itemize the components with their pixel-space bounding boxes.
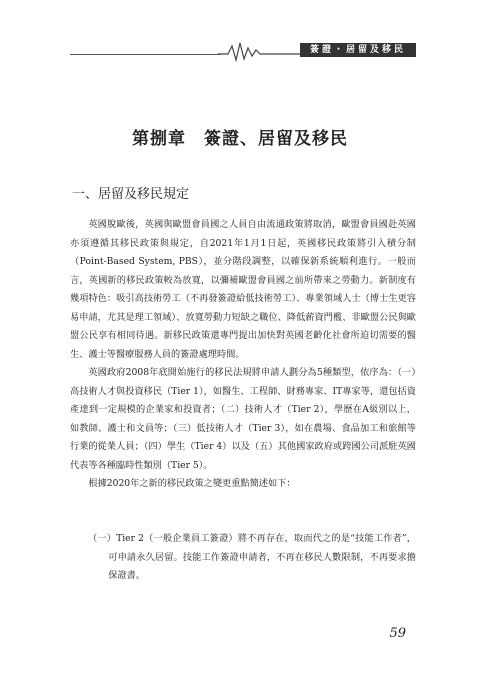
running-header (0, 40, 480, 62)
heartbeat-wave-icon (218, 40, 302, 62)
page-number: 59 (389, 626, 406, 641)
chapter-title: 第捌章 簽證、居留及移民 (132, 129, 348, 149)
list-item (88, 530, 416, 586)
paragraph: 英國政府2008年底開始施行的移民法規將申請人劃分為5種類型，依序為：（一）高技術人才與投資移民（Tier 1），如醫生、工程師、財務專家、IT專家等，還包括資產達到一定規模的企業家和投資者；（二）技術人才（Tier 2），學歷在A級別以上，如教師、護士和文員等；（三）低技術人才（Tier 3），如在農場、食品加工和旅館等行業的從業人員；（四）學生（Tier 4）以及（五）其他國家政府或跨國公司派駐英國代表等各種臨時性類別（Tier 5）。 (70, 367, 416, 471)
section-title: 一、居留及移民規定 (72, 187, 190, 202)
paragraph: 英國脫歐後，英國與歐盟會員國之人員自由流通政策將取消，歐盟會員國赴英國亦須遵循其移民政策與規定，自2021年1月1日起，英國移民政策將引入積分制（Point-Based System, PBS），並分階段調整，以確保新系統順利進行。一般而言，英國新的移民政策較為放寬，以彌補歐盟會員國之前所帶來之勞動力。新制度有幾項特色：吸引高技術勞工（不再發簽證給低技術勞工）、專業領域人士（博士生更容易申請，尤其是理工領域）、放寬勞動力短缺之職位、降低薪資門檻、非歐盟公民與歐盟公民享有相同待遇。新移民政策還專門提出加快對英國老齡化社會所迫切需要的醫生、護士等醫療服務人員的簽證處理時間。 (70, 219, 416, 360)
paragraph: 根據2020年之新的移民政策之變更重點簡述如下： (88, 478, 296, 489)
header-rule-left (70, 54, 220, 55)
list-item-text: （一）Tier 2（一般企業員工簽證）將不再存在，取而代之的是“技能工作者”，可申請永久居留。技能工作簽證申請者，不再在移民人數限制，不再要求擔保證書。 (88, 533, 416, 581)
header-chapter-tag: 簽證・居留及移民 (300, 43, 416, 57)
body-text (70, 216, 416, 494)
